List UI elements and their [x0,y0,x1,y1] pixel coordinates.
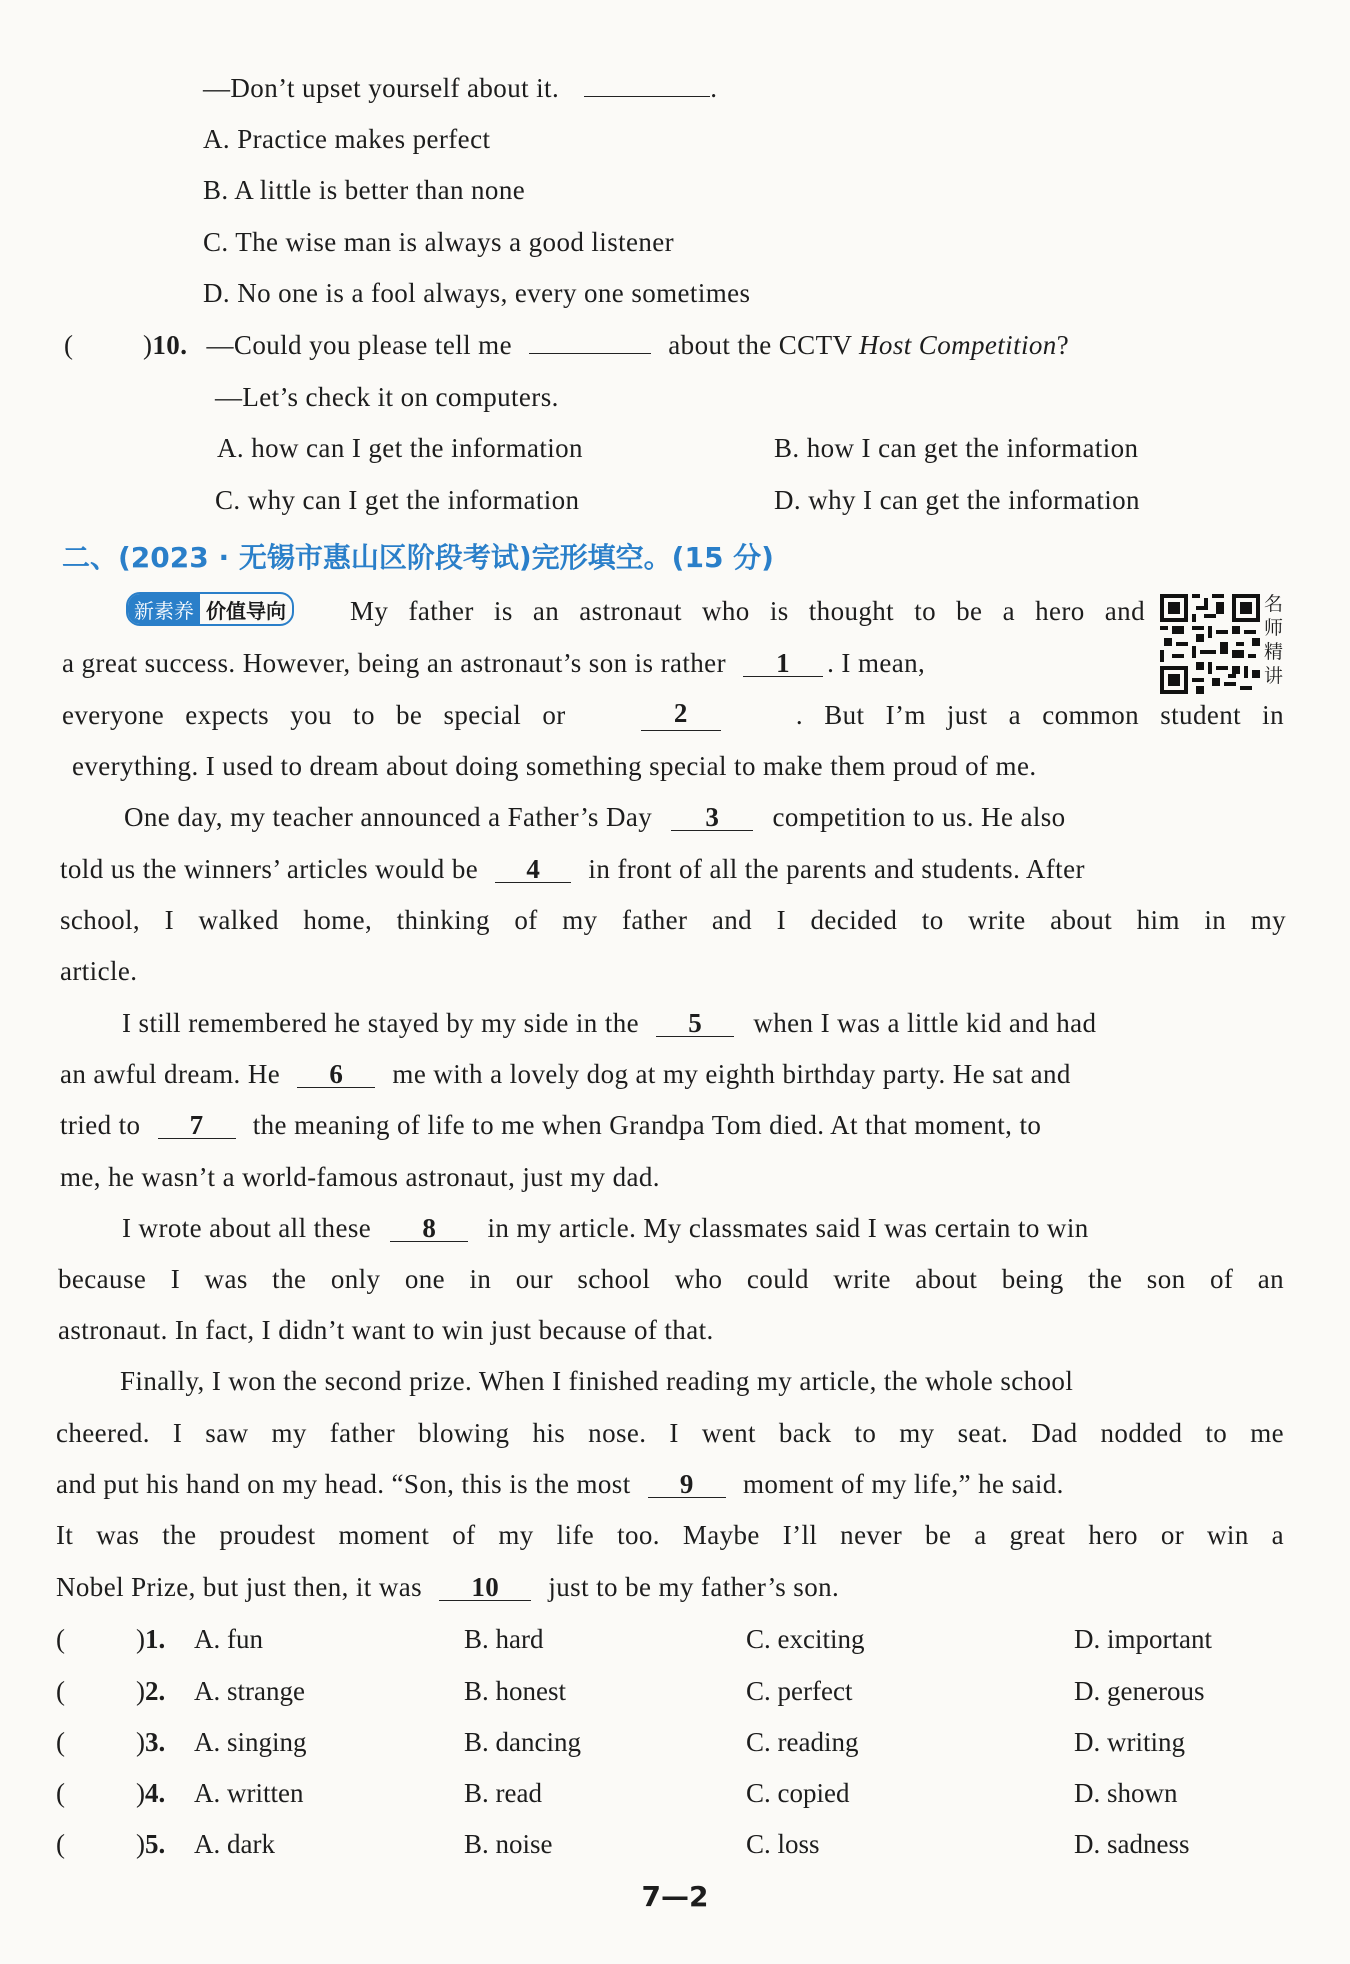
passage-line [122,1213,1089,1244]
passage-line: My father is an astronaut who is thought to be a hero and [350,596,1145,626]
cloze-q3-option-b[interactable]: B. dancing [464,1727,581,1757]
passage-line [60,1110,1041,1141]
qr-label-char: 名 [1264,593,1284,615]
passage-text: in front of all the parents and students. After [588,854,1085,884]
qr-label [1264,592,1286,688]
passage-line: cheered. I saw my father blowing his nose. I went back to my seat. Dad nodded to me [56,1418,1284,1448]
cloze-q-num: 4. [145,1778,166,1808]
cloze-blank-5[interactable]: 5 [656,1010,734,1037]
cloze-q-num: 3. [145,1727,166,1757]
section-title: 二、(2023 · 无锡市惠山区阶段考试)完形填空。(15 分) [62,541,774,574]
passage-text: in my article. My classmates said I was certain to win [487,1213,1089,1243]
passage-text: tried to [60,1110,141,1140]
passage-line [60,1059,1071,1090]
passage-text: a great success. However, being an astronaut’s son is rather [62,648,726,678]
cloze-blank-1[interactable]: 1 [743,650,823,677]
cloze-q-num: 1. [145,1624,166,1654]
cloze-q4-option-b[interactable]: B. read [464,1778,542,1808]
answer-paren-open: ( [56,1829,65,1859]
passage-line [62,648,925,679]
q9-blank[interactable] [584,96,710,97]
passage-text: . But I’m just a common student in [795,700,1284,730]
passage-text: I still remembered he stayed by my side in the [122,1008,640,1038]
cloze-q-num: 5. [145,1829,166,1859]
q10-italic-title: Host Competition [859,330,1057,360]
cloze-q2-option-b[interactable]: B. honest [464,1676,567,1706]
cloze-q1-option-c[interactable]: C. exciting [746,1624,865,1654]
value-guide-badge [126,592,294,626]
passage-text: an awful dream. He [60,1059,281,1089]
cloze-q3-option-a[interactable]: A. singing [194,1727,307,1757]
passage-line: because I was the only one in our school who could write about being the son of an [58,1264,1284,1294]
passage-text: told us the winners’ articles would be [60,854,479,884]
answer-paren-open: ( [56,1778,65,1808]
q10-option-c[interactable]: C. why can I get the information [215,485,580,515]
passage-line: school, I walked home, thinking of my father and I decided to write about him in my [60,905,1286,935]
q10-text-before: —Could you please tell me [206,330,512,360]
passage-line: article. [60,956,138,986]
cloze-q4-option-a[interactable]: A. written [194,1778,304,1808]
cloze-blank-2[interactable]: 2 [641,700,721,731]
cloze-q3-option-c[interactable]: C. reading [746,1727,859,1757]
cloze-q5-option-b[interactable]: B. noise [464,1829,553,1859]
answer-paren-open: ( [56,1727,65,1757]
passage-text: everyone expects you to be special or [62,700,566,730]
q10-paren-open: ( [64,330,73,360]
q10-blank[interactable] [529,353,651,354]
cloze-q5-number: )5. [136,1829,166,1859]
q10-qmark: ? [1056,330,1070,360]
q10-text-after: about the CCTV [668,330,852,360]
passage-line [124,802,1066,833]
cloze-q4-option-c[interactable]: C. copied [746,1778,850,1808]
cloze-q2-option-a[interactable]: A. strange [194,1676,305,1706]
cloze-blank-7[interactable]: 7 [158,1112,236,1139]
cloze-q3-number: )3. [136,1727,166,1757]
cloze-q5-option-c[interactable]: C. loss [746,1829,820,1859]
passage-text: One day, my teacher announced a Father’s Day [124,802,653,832]
cloze-q2-option-d[interactable]: D. generous [1074,1676,1205,1706]
cloze-blank-3[interactable]: 3 [671,804,753,831]
cloze-q1-option-a[interactable]: A. fun [194,1624,263,1654]
qr-label-char: 讲 [1264,665,1284,687]
passage-text: competition to us. He also [772,802,1066,832]
passage-text: I wrote about all these [122,1213,372,1243]
answer-paren-open: ( [56,1624,65,1654]
passage-line [122,1008,1096,1039]
cloze-blank-9[interactable]: 9 [648,1471,726,1498]
passage-text: the meaning of life to me when Grandpa Tom died. At that moment, to [252,1110,1042,1140]
q10-option-a[interactable]: A. how can I get the information [217,433,583,463]
passage-text: moment of my life,” he said. [742,1469,1064,1499]
passage-line: astronaut. In fact, I didn’t want to win just because of that. [58,1315,714,1345]
passage-text: me with a lovely dog at my eighth birthday party. He sat and [392,1059,1071,1089]
cloze-q1-option-d[interactable]: D. important [1074,1624,1212,1654]
cloze-blank-6[interactable]: 6 [297,1061,375,1088]
passage-line [62,700,1284,731]
cloze-q2-option-c[interactable]: C. perfect [746,1676,853,1706]
cloze-blank-10[interactable]: 10 [439,1574,531,1601]
passage-text: and put his hand on my head. “Son, this is the most [56,1469,631,1499]
passage-text: . I mean, [827,648,926,678]
cloze-q3-option-d[interactable]: D. writing [1074,1727,1185,1757]
answer-paren-open: ( [56,1676,65,1706]
q9-option-c[interactable]: C. The wise man is always a good listener [203,227,675,257]
passage-line [56,1469,1064,1500]
passage-text: when I was a little kid and had [753,1008,1097,1038]
q10-reply: —Let’s check it on computers. [215,382,559,412]
passage-line: everything. I used to dream about doing something special to make them proud of me. [72,751,1037,781]
badge-part2: 价值导向 [206,598,286,623]
cloze-q4-number: )4. [136,1778,166,1808]
cloze-q1-option-b[interactable]: B. hard [464,1624,544,1654]
passage-text: Nobel Prize, but just then, it was [56,1572,423,1602]
q9-option-b[interactable]: B. A little is better than none [203,175,526,205]
q10-number: 10. [152,330,188,360]
q9-reply [203,73,717,104]
qr-label-char: 师 [1264,617,1284,639]
cloze-q-num: 2. [145,1676,166,1706]
cloze-blank-8[interactable]: 8 [390,1215,468,1242]
page-number: 7—2 [641,1880,709,1913]
q10-option-b[interactable]: B. how I can get the information [774,433,1139,463]
cloze-q5-option-d[interactable]: D. sadness [1074,1829,1190,1859]
cloze-q2-number: )2. [136,1676,166,1706]
q9-end: . [710,73,718,103]
qr-label-char: 精 [1264,641,1284,663]
passage-line: It was the proudest moment of my life too. Maybe I’ll never be a great hero or win a [56,1520,1284,1550]
passage-line: me, he wasn’t a world-famous astronaut, just my dad. [60,1162,660,1192]
cloze-q1-number: )1. [136,1624,166,1654]
q9-option-a[interactable]: A. Practice makes perfect [203,124,491,154]
cloze-q5-option-a[interactable]: A. dark [194,1829,275,1859]
q10-stem [143,330,1069,361]
q10-option-d[interactable]: D. why I can get the information [774,485,1140,515]
q9-reply-text: —Don’t upset yourself about it. [203,73,560,103]
badge-part1: 新素养 [128,594,200,624]
cloze-q4-option-d[interactable]: D. shown [1074,1778,1178,1808]
qr-code-icon[interactable] [1160,594,1260,694]
passage-line [60,854,1085,885]
passage-text: just to be my father’s son. [548,1572,840,1602]
passage-line [56,1572,839,1603]
cloze-blank-4[interactable]: 4 [495,856,571,883]
q10-paren-close: ) [143,330,153,360]
passage-line: Finally, I won the second prize. When I finished reading my article, the whole school [120,1366,1074,1396]
q9-option-d[interactable]: D. No one is a fool always, every one sometimes [203,278,751,308]
